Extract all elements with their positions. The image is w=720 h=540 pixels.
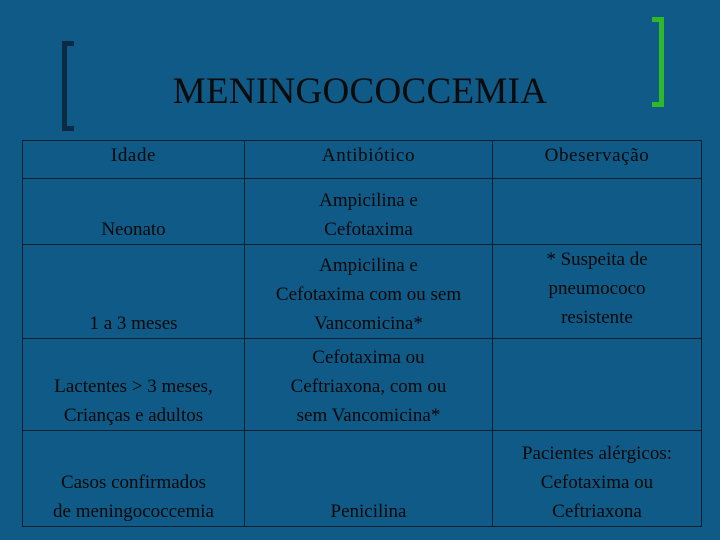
cell-idade: Lactentes > 3 meses, Crianças e adultos xyxy=(23,339,245,431)
cell-observacao xyxy=(493,179,702,245)
table-header-row xyxy=(23,141,702,179)
cell-antibiotico: Cefotaxima ou Ceftriaxona, com ou sem Vancomicina* xyxy=(245,339,493,431)
header-observacao: Obeservação xyxy=(493,141,702,179)
cell-observacao: Pacientes alérgicos: Cefotaxima ou Ceftriaxona xyxy=(493,431,702,527)
cell-antibiotico: Ampicilina e Cefotaxima xyxy=(245,179,493,245)
cell-idade: Casos confirmados de meningococcemia xyxy=(23,431,245,527)
cell-observacao xyxy=(493,339,702,431)
table-row xyxy=(23,431,702,527)
header-idade: Idade xyxy=(23,141,245,179)
table-row xyxy=(23,179,702,245)
cell-idade: 1 a 3 meses xyxy=(23,245,245,339)
cell-antibiotico: Penicilina xyxy=(245,431,493,527)
cell-idade: Neonato xyxy=(23,179,245,245)
cell-observacao: * Suspeita de pneumococo resistente xyxy=(493,245,702,339)
treatment-table xyxy=(22,140,702,527)
header-antibiotico: Antibiótico xyxy=(245,141,493,179)
slide-title: MENINGOCOCCEMIA xyxy=(172,71,548,112)
cell-antibiotico: Ampicilina e Cefotaxima com ou sem Vancomicina* xyxy=(245,245,493,339)
table-row xyxy=(23,339,702,431)
table-row xyxy=(23,245,702,339)
